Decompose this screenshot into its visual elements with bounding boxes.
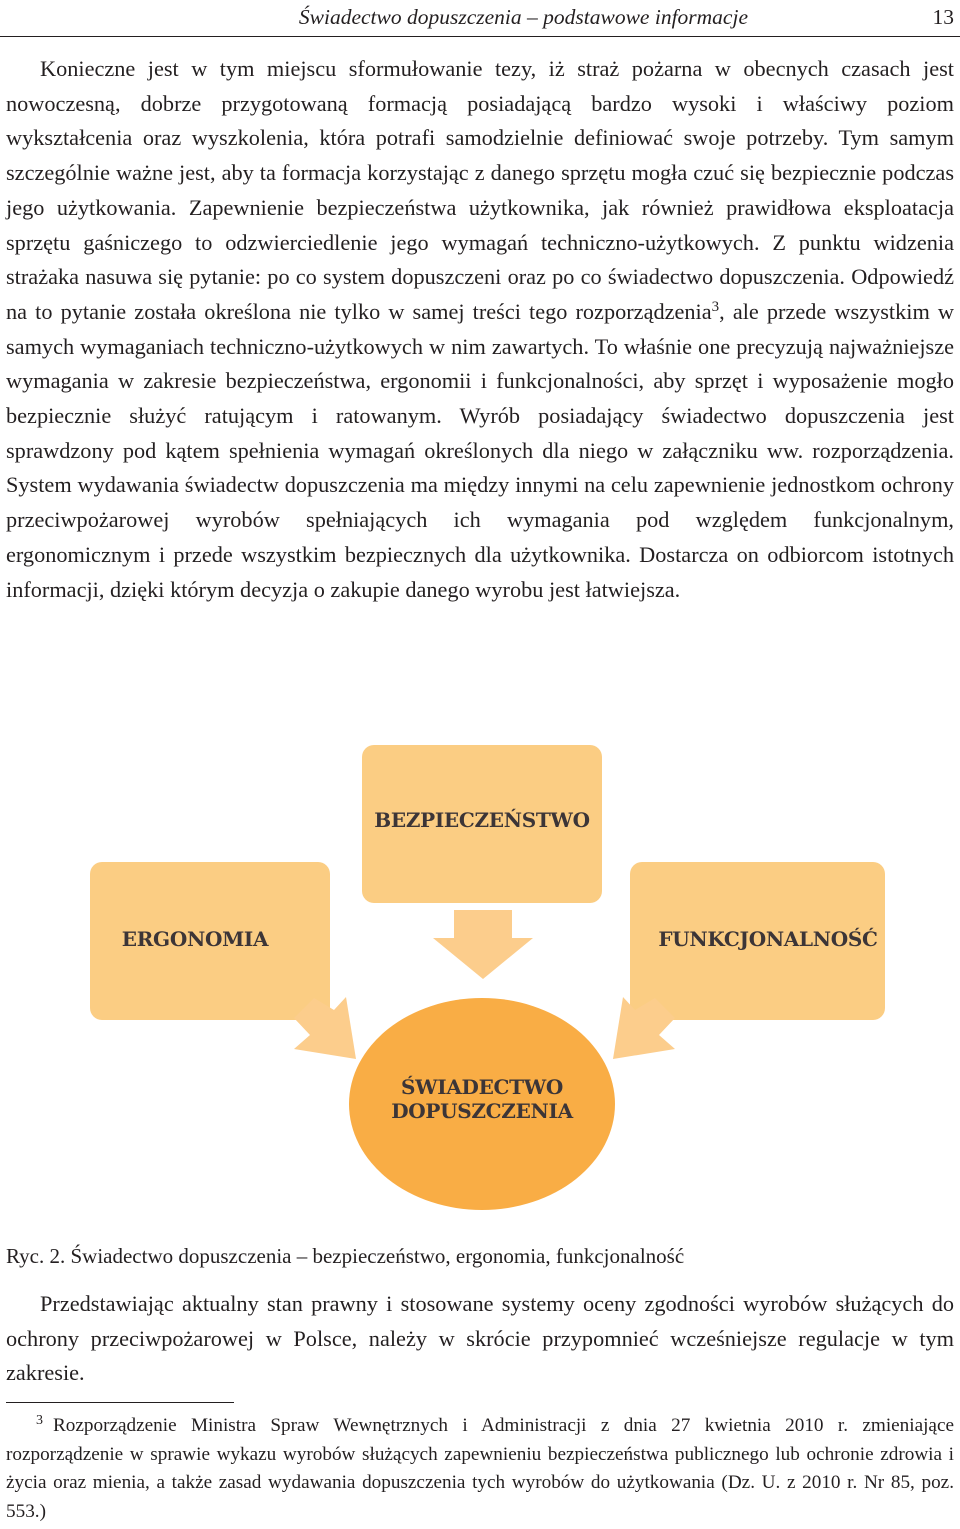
footnote-reference[interactable]: 3 <box>711 298 720 315</box>
circle-label <box>349 1075 615 1123</box>
footnote <box>6 1412 954 1526</box>
figure-caption: Ryc. 2. Świadectwo dopuszczenia – bezpieczeństwo, ergonomia, funkcjonalność <box>6 1244 685 1268</box>
figure-diagram <box>0 735 960 1215</box>
running-header <box>0 0 960 37</box>
box-bezpieczenstwo-label: BEZPIECZEŃSTWO <box>374 808 590 832</box>
arrow-top-shape <box>433 910 533 979</box>
circle-label-line-2: DOPUSZCZENIA <box>391 1099 573 1123</box>
box-ergonomia-label: ERGONOMIA <box>121 927 269 951</box>
diagram-shapes <box>0 735 960 1215</box>
page-number: 13 <box>932 5 954 29</box>
body-paragraph-1 <box>6 52 954 607</box>
running-header-title: Świadectwo dopuszczenia – podstawowe informacje <box>298 5 748 29</box>
box-funkcjonalnosc-label: FUNKCJONALNOŚĆ <box>658 927 878 951</box>
body-paragraph-2: Przedstawiając aktualny stan prawny i stosowane systemy oceny zgodności wyrobów służących do ochrony przeciwpożarowej w Polsce, należy w skrócie przypomnieć wcześniejsze regulacje w tym zakresie. <box>6 1291 954 1386</box>
paragraph-1-text-a: Konieczne jest w tym miejscu sformułowanie tezy, iż straż pożarna w obecnych czasach jest nowoczesną, dobrze przygotowaną formacją posiadającą bardzo wysoki i właściwy poziom wykształcenia oraz wyszkolenia, która potrafi samodzielnie definiować swoje potrzeby. Tym samym szczególnie ważne jest, aby ta formacja korzystając z danego sprzętu mogła czuć się bezpiecznie podczas jego użytkowania. Zapewnienie bezpieczeństwa użytkownika, jak również prawidłowa eksploatacja sprzętu gaśniczego to odzwierciedlenie jego wymagań techniczno-użytkowych. Z punktu widzenia strażaka nasuwa się pytanie: po co system dopuszczeni oraz po co świadectwo dopuszczenia. Odpowiedź na to pytanie została określona nie tylko w samej treści tego rozporządzenia <box>6 56 954 324</box>
footnote-text: Rozporządzenie Ministra Spraw Wewnętrznych i Administracji z dnia 27 kwietnia 2010 r. zmieniające rozporządzenie w sprawie wykazu wyrobów służących zapewnieniu bezpieczeństwa publicznego lub ochronie zdrowia i życia oraz mienia, a także zasad wydawania dopuszczenia tych wyrobów do użytkowania (Dz. U. z 2010 r. Nr 85, poz. 553.) <box>6 1415 954 1522</box>
footnote-number: 3 <box>36 1413 43 1428</box>
circle-label-line-1: ŚWIADECTWO <box>400 1075 564 1099</box>
paragraph-1-text-b: , ale przede wszystkim w samych wymaganiach techniczno-użytkowych w nim zawartych. To właśnie one precyzują najważniejsze wymagania w zakresie bezpieczeństwa, ergonomii i funkcjonalności, aby sprzęt i wyposażenie mogło bezpiecznie służyć ratującym i ratowanym. Wyrób posiadający świadectwo dopuszczenia jest sprawdzony pod kątem spełnienia wymagań określonych dla niego w załączniku ww. rozporządzenia. System wydawania świadectw dopuszczenia ma między innymi na celu zapewnienie jednostkom ochrony przeciwpożarowej wyrobów spełniających ich wymagania pod względem funkcjonalnym, ergonomicznym i przede wszystkim bezpiecznych dla użytkownika. Dostarcza on odbiorcom istotnych informacji, dzięki którym decyzja o zakupie danego wyrobu jest łatwiejsza. <box>6 298 954 602</box>
footnote-separator <box>6 1402 234 1403</box>
